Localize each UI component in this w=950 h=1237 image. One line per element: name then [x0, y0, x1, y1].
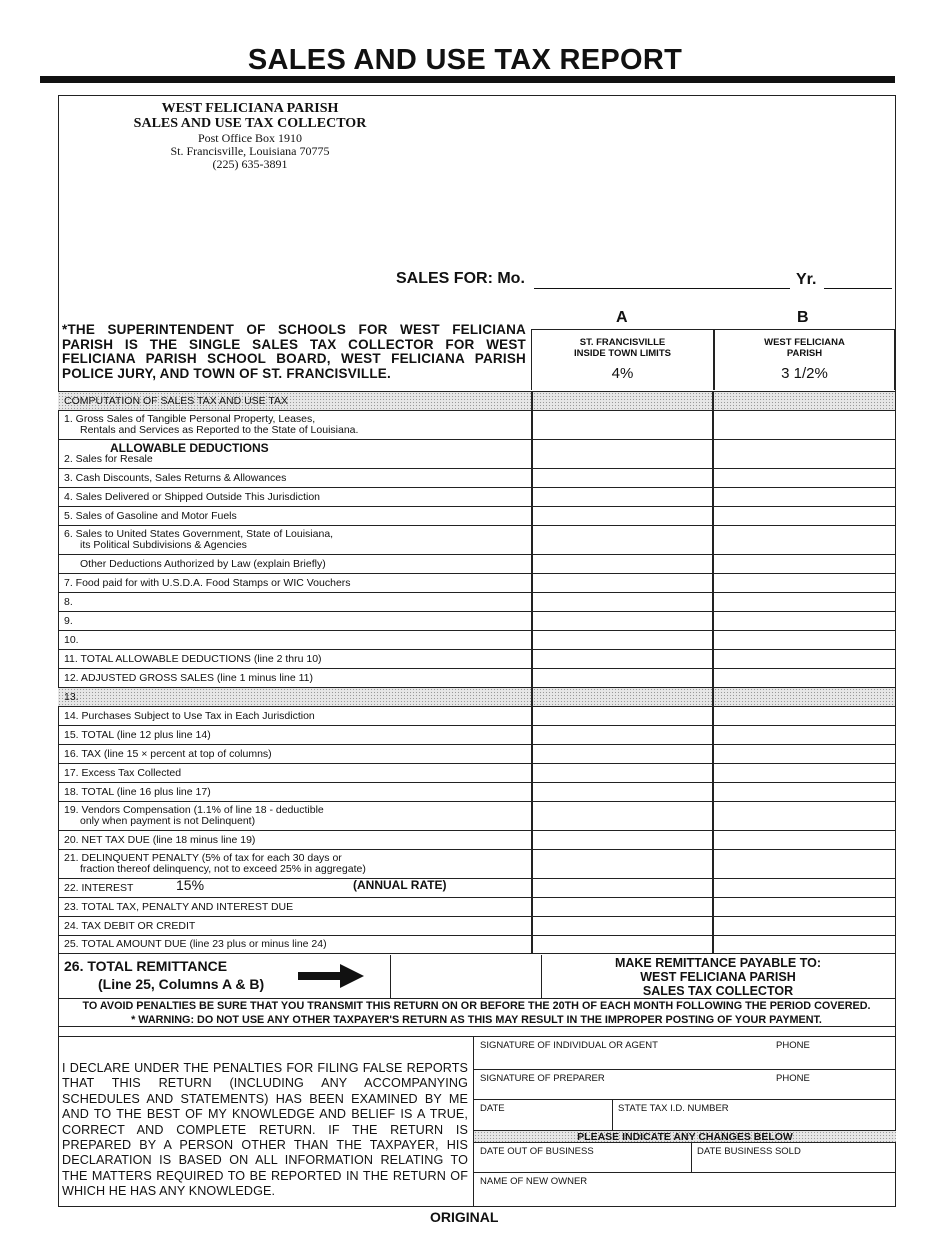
signature-preparer-label: SIGNATURE OF PREPARER — [480, 1073, 605, 1084]
line-3 — [58, 468, 895, 487]
line-25-col-b[interactable] — [714, 936, 895, 953]
line-18-label: 18. TOTAL (line 16 plus line 17) — [64, 785, 211, 798]
line-1-label-cont: Rentals and Services as Reported to the State of Louisiana. — [80, 424, 359, 436]
column-b-rate: 3 1/2% — [781, 365, 828, 382]
payable-to-title: SALES TAX COLLECTOR — [642, 984, 794, 998]
total-remittance-field[interactable] — [390, 955, 542, 999]
payable-to-name: WEST FELICIANA PARISH — [640, 970, 796, 984]
line-17-label: 17. Excess Tax Collected — [64, 766, 182, 779]
penalty-warning — [58, 1000, 895, 1027]
line-22-col-b[interactable] — [714, 879, 895, 897]
line-5 — [58, 506, 895, 525]
line-19-col-a[interactable] — [531, 802, 714, 830]
total-remittance-row — [58, 955, 895, 999]
other-deductions-label: Other Deductions Authorized by Law (explain Briefly) — [80, 557, 326, 570]
preparer-phone-label: PHONE — [776, 1073, 810, 1084]
line-23-label: 23. TOTAL TAX, PENALTY AND INTEREST DUE — [64, 900, 294, 913]
line-5-col-a[interactable] — [531, 507, 714, 525]
line-20 — [58, 830, 895, 849]
line-11-label: 11. TOTAL ALLOWABLE DEDUCTIONS (line 2 thru 10) — [64, 652, 322, 665]
line-9 — [58, 611, 895, 630]
line-12-col-b[interactable] — [714, 669, 895, 687]
date-id-divider — [612, 1100, 613, 1131]
column-b-name: WEST FELICIANA — [764, 337, 845, 348]
line-19-label: 19. Vendors Compensation (1.1% of line 18 - deductible — [64, 804, 324, 816]
tax-computation-table — [58, 391, 895, 954]
total-remittance-sub: (Line 25, Columns A & B) — [98, 976, 265, 992]
payable-to-label: MAKE REMITTANCE PAYABLE TO: — [614, 956, 822, 970]
line-2-col-a[interactable] — [531, 440, 714, 468]
line-7-col-b[interactable] — [714, 574, 895, 592]
line-7-col-a[interactable] — [531, 574, 714, 592]
line-14 — [58, 706, 895, 725]
signature-agent-label: SIGNATURE OF INDIVIDUAL OR AGENT — [480, 1040, 658, 1051]
line-4 — [58, 487, 895, 506]
line-21-col-a[interactable] — [531, 850, 714, 878]
penalty-warning-line1: TO AVOID PENALTIES BE SURE THAT YOU TRANSMIT THIS RETURN ON OR BEFORE THE 20TH OF EACH MONTH FOLLOWING THE PERIOD COVERED. — [82, 1000, 871, 1012]
line-16-col-a[interactable] — [531, 745, 714, 763]
column-a-letter: A — [616, 309, 628, 326]
copy-label: ORIGINAL — [430, 1209, 499, 1225]
line-1 — [58, 410, 895, 439]
line-15 — [58, 725, 895, 744]
line-20-label: 20. NET TAX DUE (line 18 minus line 19) — [64, 833, 256, 846]
line-6-label-cont: its Political Subdivisions & Agencies — [80, 539, 247, 551]
year-label: Yr. — [796, 271, 817, 288]
line-8 — [58, 592, 895, 611]
line-15-col-a[interactable] — [531, 726, 714, 744]
line-23-col-a[interactable] — [531, 898, 714, 916]
line-22-col-a[interactable] — [531, 879, 714, 897]
line-19-label-cont: only when payment is not Delinquent) — [80, 815, 256, 827]
line-other-col-b[interactable] — [714, 555, 895, 573]
signature-block — [473, 1037, 895, 1207]
new-owner-label: NAME OF NEW OWNER — [480, 1176, 588, 1187]
line-25 — [58, 935, 895, 954]
line-9-label: 9. — [64, 614, 73, 627]
line-6 — [58, 525, 895, 554]
arrow-right-icon — [298, 964, 364, 988]
line-12-col-a[interactable] — [531, 669, 714, 687]
line-23 — [58, 897, 895, 916]
line-25-col-a[interactable] — [531, 936, 714, 953]
date-id-row — [474, 1100, 896, 1131]
line-8-col-b[interactable] — [714, 593, 895, 611]
date-out-label: DATE OUT OF BUSINESS — [480, 1146, 594, 1157]
date-sold-label: DATE BUSINESS SOLD — [697, 1146, 801, 1157]
business-dates-row — [474, 1143, 896, 1173]
line-8-col-a[interactable] — [531, 593, 714, 611]
line-7-label: 7. Food paid for with U.S.D.A. Food Stamps or WIC Vouchers — [64, 576, 351, 589]
line-3-col-a[interactable] — [531, 469, 714, 487]
line-10-col-b[interactable] — [714, 631, 895, 649]
title-rule — [40, 76, 895, 83]
line-14-col-b[interactable] — [714, 707, 895, 725]
state-tax-id-label: STATE TAX I.D. NUMBER — [618, 1103, 729, 1114]
line-11-col-a[interactable] — [531, 650, 714, 668]
signature-agent-field[interactable] — [474, 1037, 896, 1070]
collector-title: SALES AND USE TAX COLLECTOR — [133, 116, 367, 131]
phone-label: PHONE — [776, 1040, 810, 1051]
line-9-col-b[interactable] — [714, 612, 895, 630]
line-2-col-b[interactable] — [714, 440, 895, 468]
line-21-label-cont: fraction thereof delinquency, not to exceed 25% in aggregate) — [80, 863, 366, 875]
page-title: SALES AND USE TAX REPORT — [247, 44, 683, 76]
column-b-sub: PARISH — [786, 348, 823, 359]
line-21-label: 21. DELINQUENT PENALTY (5% of tax for each 30 days or — [64, 852, 342, 864]
line-1-col-a[interactable] — [531, 411, 714, 439]
payable-to — [546, 956, 890, 998]
line-17 — [58, 763, 895, 782]
line-3-label: 3. Cash Discounts, Sales Returns & Allowances — [64, 471, 287, 484]
line-2 — [58, 439, 895, 468]
penalty-warning-line2: * WARNING: DO NOT USE ANY OTHER TAXPAYER'S RETURN AS THIS MAY RESULT IN THE IMPROPER POSTING OF YOUR PAYMENT. — [131, 1013, 822, 1026]
column-b-letter: B — [797, 309, 809, 326]
line-17-col-a[interactable] — [531, 764, 714, 782]
line-3-col-b[interactable] — [714, 469, 895, 487]
allowable-deductions-heading: ALLOWABLE DEDUCTIONS — [110, 441, 269, 455]
line-14-col-a[interactable] — [531, 707, 714, 725]
line-14-label: 14. Purchases Subject to Use Tax in Each Jurisdiction — [64, 709, 315, 722]
line-4-col-a[interactable] — [531, 488, 714, 506]
year-field[interactable] — [824, 288, 892, 289]
line-10-col-a[interactable] — [531, 631, 714, 649]
computation-heading: COMPUTATION OF SALES TAX AND USE TAX — [58, 392, 531, 410]
line-19 — [58, 801, 895, 830]
line-8-label: 8. — [64, 595, 73, 608]
line-10 — [58, 630, 895, 649]
line-20-col-a[interactable] — [531, 831, 714, 849]
line-9-col-a[interactable] — [531, 612, 714, 630]
line-15-label: 15. TOTAL (line 12 plus line 14) — [64, 728, 211, 741]
signature-preparer-field[interactable] — [474, 1070, 896, 1100]
line-18-col-b[interactable] — [714, 783, 895, 801]
line-25-label: 25. TOTAL AMOUNT DUE (line 23 plus or minus line 24) — [64, 938, 327, 950]
divider — [58, 1026, 895, 1027]
line-24-col-b[interactable] — [714, 917, 895, 935]
line-23-col-b[interactable] — [714, 898, 895, 916]
line-6-col-b[interactable] — [714, 526, 895, 554]
line-1-label: 1. Gross Sales of Tangible Personal Property, Leases, — [64, 413, 316, 425]
date-label: DATE — [480, 1103, 505, 1114]
line-10-label: 10. — [64, 633, 79, 646]
interest-rate: 15% — [176, 877, 205, 893]
line-7 — [58, 573, 895, 592]
annual-rate-label: (ANNUAL RATE) — [353, 878, 447, 892]
column-a-name: ST. FRANCISVILLE — [579, 337, 666, 348]
line-11 — [58, 649, 895, 668]
collector-city: St. Francisville, Louisiana 70775 — [170, 144, 330, 158]
changes-banner: PLEASE INDICATE ANY CHANGES BELOW — [474, 1131, 896, 1143]
collector-name: WEST FELICIANA PARISH — [161, 101, 339, 116]
column-a-rate: 4% — [611, 365, 634, 382]
line-15-col-b[interactable] — [714, 726, 895, 744]
line-other-col-a[interactable] — [531, 555, 714, 573]
line-18-col-a[interactable] — [531, 783, 714, 801]
line-other — [58, 554, 895, 573]
line-16-col-b[interactable] — [714, 745, 895, 763]
line-24-label: 24. TAX DEBIT OR CREDIT — [64, 919, 196, 932]
line-5-label: 5. Sales of Gasoline and Motor Fuels — [64, 509, 237, 522]
superintendent-notice: *THE SUPERINTENDENT OF SCHOOLS FOR WEST FELICIANA PARISH IS THE SINGLE SALES TAX COLLECTOR FOR WEST FELICIANA PARISH SCHOOL BOARD, WEST FELICIANA PARISH POLICE JURY, AND TOWN OF ST. FRANCISVILLE. — [62, 322, 526, 381]
declaration-text: I DECLARE UNDER THE PENALTIES FOR FILING FALSE REPORTS THAT THIS RETURN (INCLUDING ANY ACCOMPANYING SCHEDULES AND STATEMENTS) HAS BEEN EXAMINED BY ME AND TO THE BEST OF MY KNOWLEDGE AND BELIEF IS A TRUE, CORRECT AND COMPLETE RETURN. IF THE RETURN IS PREPARED BY A PERSON OTHER THAN THE TAXPAYER, HIS DECLARATION IS BASED ON ALL INFORMATION RELATING TO THE MATTERS REQUIRED TO BE REPORTED IN THE RETURN OF WHICH HE HAS ANY KNOWLEDGE. — [62, 1061, 468, 1199]
collector-phone: (225) 635-3891 — [212, 157, 288, 171]
line-4-label: 4. Sales Delivered or Shipped Outside This Jurisdiction — [64, 490, 321, 503]
line-19-col-b[interactable] — [714, 802, 895, 830]
new-owner-field[interactable] — [474, 1173, 896, 1207]
line-21-col-b[interactable] — [714, 850, 895, 878]
line-22-label: 22. INTEREST — [64, 881, 134, 894]
line-12-label: 12. ADJUSTED GROSS SALES (line 1 minus line 11) — [64, 671, 313, 684]
line-4-col-b[interactable] — [714, 488, 895, 506]
line-24-col-a[interactable] — [531, 917, 714, 935]
sales-for-label: SALES FOR: Mo. — [396, 270, 525, 287]
line-13-label: 13. — [58, 688, 531, 706]
line-16 — [58, 744, 895, 763]
line-6-label: 6. Sales to United States Government, State of Louisiana, — [64, 528, 334, 540]
collector-box: Post Office Box 1910 — [197, 131, 303, 145]
line-5-col-b[interactable] — [714, 507, 895, 525]
section-header — [58, 391, 895, 410]
line-17-col-b[interactable] — [714, 764, 895, 782]
line-24 — [58, 916, 895, 935]
column-b-header — [714, 329, 895, 390]
column-a-header — [531, 329, 714, 390]
line-16-label: 16. TAX (line 15 × percent at top of columns) — [64, 747, 272, 760]
total-remittance-label: 26. TOTAL REMITTANCE — [64, 958, 228, 974]
line-22 — [58, 878, 895, 897]
line-21 — [58, 849, 895, 878]
column-a-sub: INSIDE TOWN LIMITS — [574, 348, 671, 359]
line-12 — [58, 668, 895, 687]
line-13 — [58, 687, 895, 706]
dates-divider — [691, 1143, 692, 1173]
line-18 — [58, 782, 895, 801]
line-11-col-b[interactable] — [714, 650, 895, 668]
line-1-col-b[interactable] — [714, 411, 895, 439]
line-20-col-b[interactable] — [714, 831, 895, 849]
line-2-label: 2. Sales for Resale — [64, 453, 153, 465]
month-field[interactable] — [534, 288, 790, 289]
line-6-col-a[interactable] — [531, 526, 714, 554]
